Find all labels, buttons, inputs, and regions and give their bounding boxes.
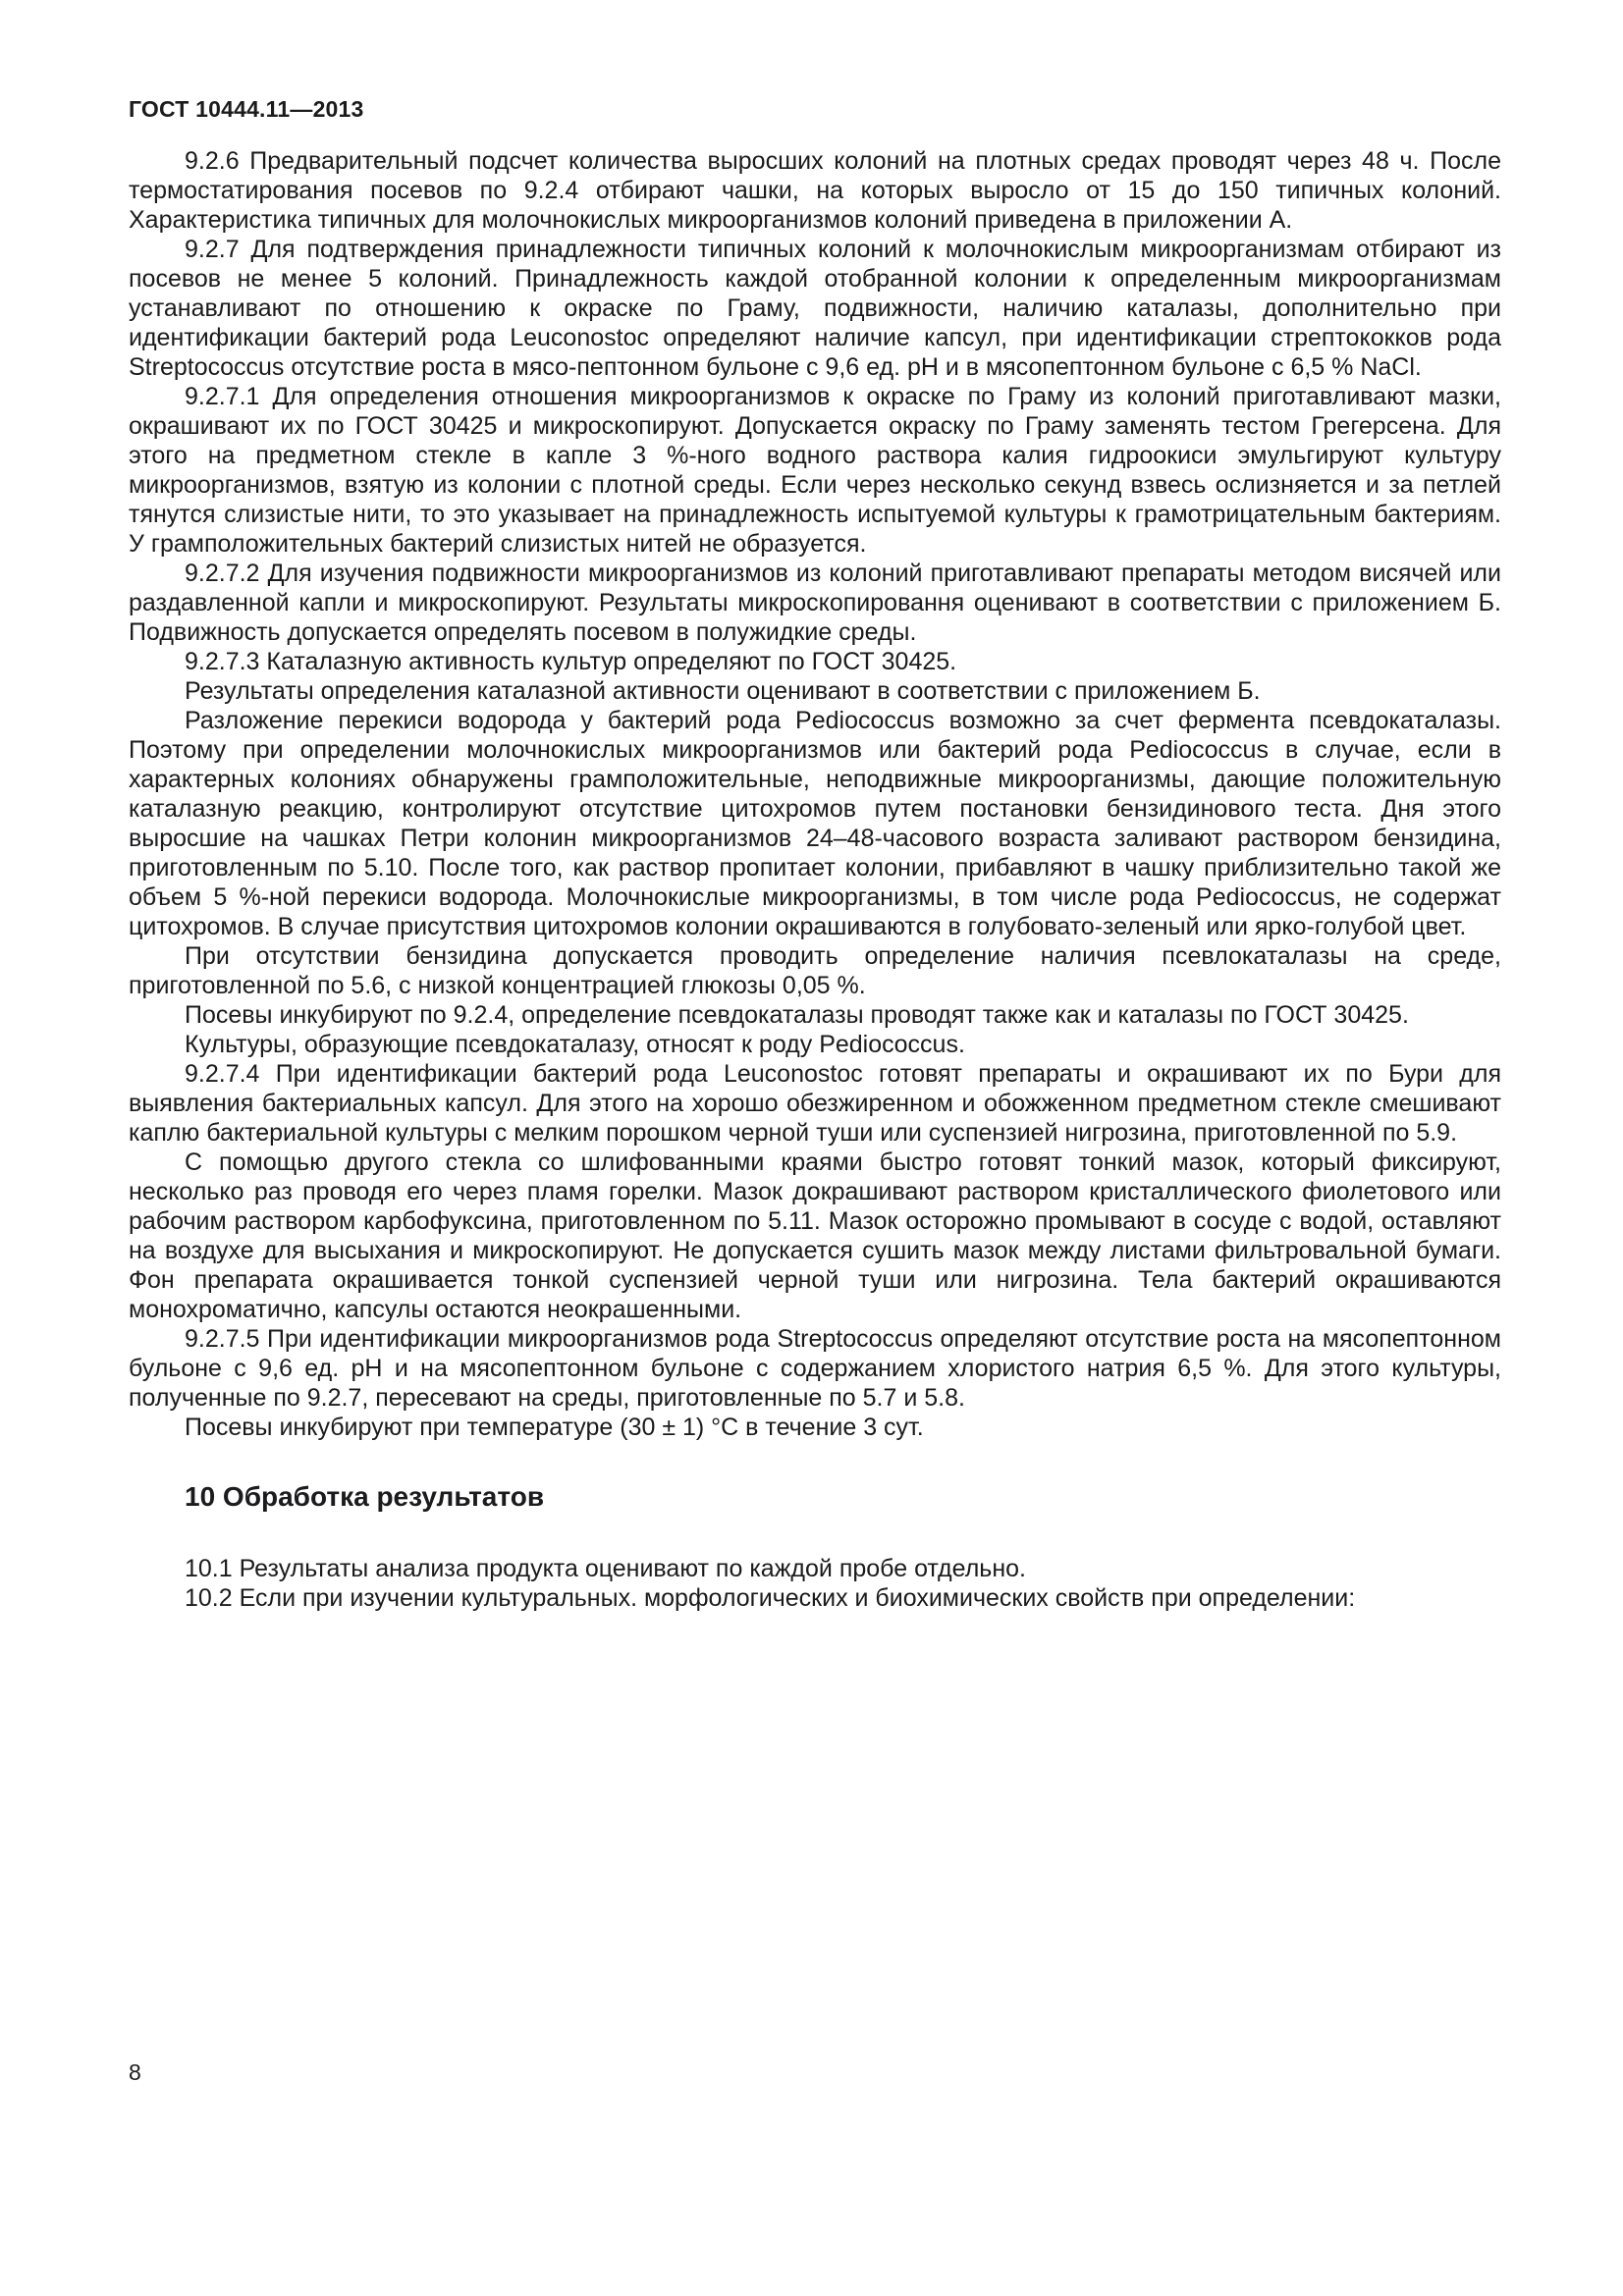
paragraph-no-benzidine: При отсутствии бензидина допускается проводить определение наличия псевлокаталазы на среде, приготовленной по 5.6, с низкой концентрацией глюкозы 0,05 %. <box>129 942 1501 999</box>
page-number: 8 <box>129 2059 141 2085</box>
paragraph-9-2-7-4: 9.2.7.4 При идентификации бактерий рода Leuconostoc готовят препараты и окрашивают их по Бури для выявления бактериальных капсул. Для этого на хорошо обезжиренном и обожженном предметном стекле смешивают каплю бактериальной культуры с мелким порошком черной туши или суспензией нигрозина, приготовленной по 5.9. <box>129 1060 1501 1147</box>
paragraph-incubation-temperature: Посевы инкубируют при температуре (30 ± 1) °C в течение 3 сут. <box>185 1414 924 1441</box>
doc-body <box>129 146 1501 1613</box>
paragraph-9-2-7-1: 9.2.7.1 Для определения отношения микроорганизмов к окраске по Граму из колоний приготавливают мазки, окрашивают их по ГОСТ 30425 и микроскопируют. Допускается окраску по Граму заменять тестом Грегерсена. Для этого на предметном стекле в капле 3 %-ного водного раствора калия гидроокиси эмульгируют культуру микроорганизмов, взятую из колонии с плотной среды. Если через несколько секунд взвесь ослизняется и за петлей тянутся слизистые нити, то это указывает на принадлежность испытуемой культуры к грамотрицательным бактериям. У грамположительных бактерий слизистых нитей не образуется. <box>129 383 1501 558</box>
paragraph-9-2-7-3: 9.2.7.3 Каталазную активность культур определяют по ГОСТ 30425. <box>185 648 957 675</box>
doc-number-header: ГОСТ 10444.11—2013 <box>129 96 364 122</box>
paragraph-9-2-7-2: 9.2.7.2 Для изучения подвижности микроорганизмов из колоний приготавливают препараты методом висячей или раздавленной капли и микроскопируют. Результаты микроскопировання оценивают в соответствии с приложением Б. Подвижность допускается определять посевом в полужидкие среды. <box>129 560 1501 646</box>
paragraph-smear-preparation: С помощью другого стекла со шлифованными краями быстро готовят тонкий мазок, который фиксируют, несколько раз проводя его через пламя горелки. Мазок докрашивают раствором кристаллического фиолетового или рабочим раствором карбофуксина, приготовленном по 5.11. Мазок осторожно промывают в сосуде с водой, оставляют на воздухе для высыхания и микроскопируют. Не допускается сушить мазок между листами фильтровальной бумаги. Фон препарата окрашивается тонкой суспензией черной туши или нигрозина. Тела бактерий окрашиваются монохроматично, капсулы остаются неокрашенными. <box>129 1148 1501 1323</box>
paragraph-9-2-7: 9.2.7 Для подтверждения принадлежности типичных колоний к молочнокислым микроорганизмам отбирают из посевов не менее 5 колоний. Принадлежность каждой отобранной колонии к определенным микроорганизмам устанавливают по отношению к окраске по Граму, подвижности, наличию каталазы, дополнительно при идентификации бактерий рода Leuconostoc определяют наличие капсул, при идентификации стрептококков рода Streptococcus отсутствие роста в мясо-пептонном бульоне с 9,6 ед. pH и в мясопептонном бульоне с 6,5 % NaCl. <box>129 236 1501 381</box>
page-content <box>129 96 1501 1613</box>
paragraph-9-2-7-5: 9.2.7.5 При идентификации микроорганизмов рода Streptococcus определяют отсутствие роста на мясопептонном бульоне с 9,6 ед. pH и на мясопептонном бульоне с содержанием хлористого натрия 6,5 %. Для этого культуры, полученные по 9.2.7, пересевают на среды, приготовленные по 5.7 и 5.8. <box>129 1325 1501 1412</box>
paragraph-10-2: 10.2 Если при изучении культуральных. морфологических и биохимических свойств при определении: <box>185 1584 1356 1612</box>
section-heading-10: 10 Обработка результатов <box>185 1481 545 1512</box>
paragraph-pediococcus-test: Разложение перекиси водорода у бактерий рода Pediococcus возможно за счет фермента псевдокаталазы. Поэтому при определении молочнокислых микроорганизмов или бактерий рода Pediococcus в случае, если в характерных колониях обнаружены грамположительные, неподвижные микроорганизмы, дающие положительную каталазную реакцию, контролируют отсутствие цитохромов путем постановки бензидинового теста. Дня этого выросшие на чашках Петри колонин микроорганизмов 24–48-часового возраста заливают раствором бензидина, приготовленным по 5.10. После того, как раствор пропитает колонии, прибавляют в чашку приблизительно такой же объем 5 %-ной перекиси водорода. Молочнокислые микроорганизмы, в том числе рода Pediococcus, не содержат цитохромов. В случае присутствия цитохромов колонии окрашиваются в голубовато-зеленый или ярко-голубой цвет. <box>129 707 1501 940</box>
paragraph-10-1: 10.1 Результаты анализа продукта оценивают по каждой пробе отдельно. <box>185 1555 1026 1582</box>
paragraph-incubation: Посевы инкубируют по 9.2.4, определение псевдокаталазы проводят также как и каталазы по ГОСТ 30425. <box>185 1001 1409 1029</box>
paragraph-katalase-results: Результаты определения каталазной активности оценивают в соответствии с приложением Б. <box>185 677 1261 705</box>
paragraph-pseudocatalase: Культуры, образующие псевдокаталазу, относят к роду Pediococcus. <box>185 1031 965 1058</box>
paragraph-9-2-6: 9.2.6 Предварительный подсчет количества выросших колоний на плотных средах проводят через 48 ч. После термостатирования посевов по 9.2.4 отбирают чашки, на которых выросло от 15 до 150 типичных колоний. Характеристика типичных для молочнокислых микроорганизмов колоний приведена в приложении А. <box>129 147 1501 234</box>
